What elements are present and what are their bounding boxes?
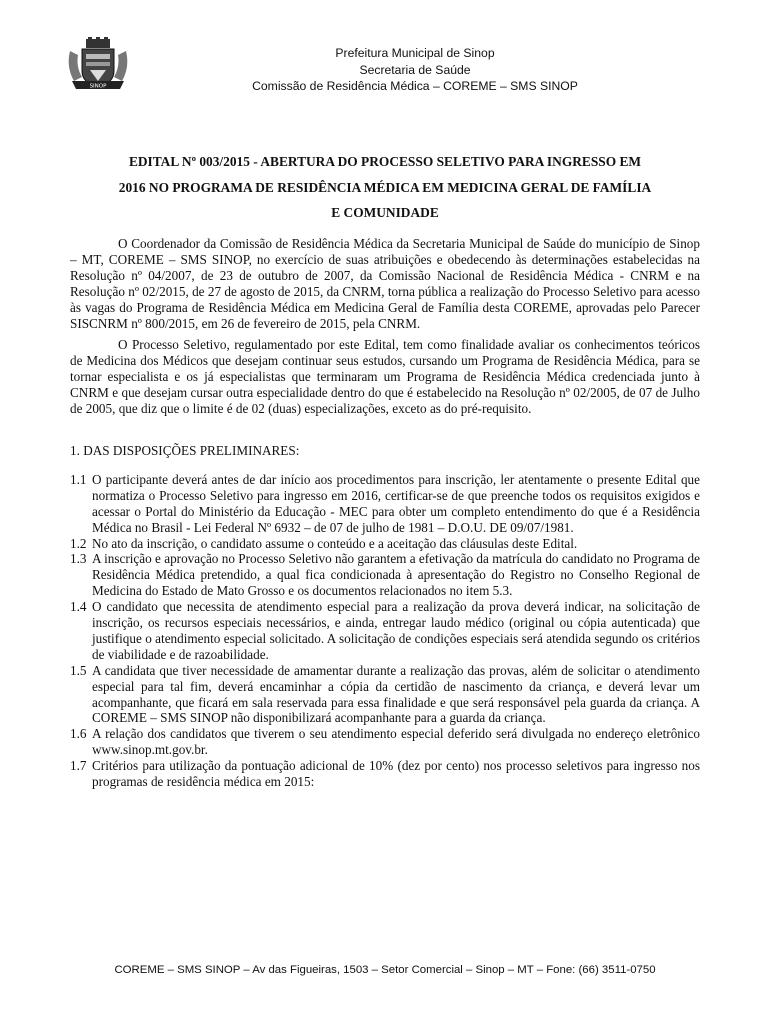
intro-paragraph-2: O Processo Seletivo, regulamentado por este Edital, tem como finalidade avaliar os conhecimentos teóricos de Medicina dos Médicos que desejam continuar seus estudos, cursando um Programa de Residência Médica, para se tornar especialista e os já especialistas que terminaram um Programa de Residência Médica credenciada junto à CNRM e que desejam cursar outra especialidade dentro do que é estabelecido na Resolução nº 02/2005, de 07 de Julho de 2005, que diz que o limite é de 02 (duas) especializações, exceto as do pré-requisito. (70, 337, 700, 417)
item-number: 1.3 (70, 551, 87, 567)
item-text: A relação dos candidatos que tiverem o seu atendimento especial deferido será divulgada no endereço eletrônico www.sinop.mt.gov.br. (92, 726, 700, 758)
item-text: O participante deverá antes de dar início aos procedimentos para inscrição, ler atentamente o presente Edital que normatiza o Processo Seletivo para ingresso em 2016, certificar-se de que preenche todos os requisitos exigidos e acessar o Portal do Ministério da Educação - MEC para obter um completo entendimento do que é a Residência Médica no Brasil - Lei Federal Nº 6932 – de 07 de julho de 1981 – D.O.U. DE 09/07/1981. (92, 471, 700, 535)
header-secretariat: Secretaria de Saúde (359, 62, 471, 77)
title-line-3: E COMUNIDADE (331, 205, 439, 220)
svg-text:SINOP: SINOP (89, 83, 107, 90)
list-item (70, 726, 700, 758)
item-number: 1.5 (70, 662, 87, 678)
item-number: 1.4 (70, 599, 87, 615)
item-number: 1.6 (70, 726, 87, 742)
item-text: A inscrição e aprovação no Processo Seletivo não garantem a efetivação da matrícula do candidato no Programa de Residência Médica pretendido, a qual fica condicionada à apresentação do Registro no Conselho Regional de Medicina do Estado de Mato Grosso e os documentos relacionados no item 5.3. (92, 551, 700, 599)
municipal-crest-logo (64, 37, 132, 95)
letterhead (150, 45, 680, 95)
document-body (70, 236, 700, 790)
intro-paragraph-1: O Coordenador da Comissão de Residência Médica da Secretaria Municipal de Saúde do município de Sinop – MT, COREME – SMS SINOP, no exercício de suas atribuições e obedecendo às determinações estabelecidas na Resolução nº 04/2007, de 23 de outubro de 2007, da Comissão Nacional de Residência Médica - CNRM e na Resolução nº 02/2015, de 27 de agosto de 2015, da CNRM, torna pública a realização do Processo Seletivo para acesso às vagas do Programa de Residência Médica em Medicina Geral de Família desta COREME, aprovadas pelo Parecer SISCNRM nº 800/2015, em 26 de fevereiro de 2015, pela CNRM. (70, 236, 700, 331)
title-line-1: EDITAL Nº 003/2015 - ABERTURA DO PROCESSO SELETIVO PARA INGRESSO EM (128, 154, 642, 169)
document-title (70, 149, 700, 226)
header-commission: Comissão de Residência Médica – COREME – SMS SINOP (252, 79, 578, 94)
item-number: 1.2 (70, 535, 87, 551)
item-text: O candidato que necessita de atendimento especial para a realização da prova deverá indicar, na solicitação de inscrição, os recursos especiais necessários, e ainda, entregar laudo médico (original ou cópia autenticada) que justifique o atendimento especial solicitado. A solicitação de condições especiais será atendida segundo os critérios de viabilidade e de razoabilidade. (92, 599, 700, 662)
title-line-2: 2016 NO PROGRAMA DE RESIDÊNCIA MÉDICA EM MEDICINA GERAL DE FAMÍLIA (118, 179, 652, 195)
list-item (70, 758, 700, 790)
list-item (70, 551, 700, 599)
list-item (70, 472, 700, 536)
list-item (70, 536, 700, 552)
list-item (70, 663, 700, 727)
list-item (70, 599, 700, 663)
item-text: A candidata que tiver necessidade de amamentar durante a realização das provas, além de solicitar o atendimento especial para tal fim, deverá encaminhar a cópia da certidão de nascimento da criança, e deverá levar um acompanhante, que ficará em sala reservada para essa finalidade e que será responsável pela guarda da criança. A COREME – SMS SINOP não disponibilizará acompanhante para a guarda da criança. (92, 662, 700, 726)
page-footer: COREME – SMS SINOP – Av das Figueiras, 1503 – Setor Comercial – Sinop – MT – Fone: (66) 3511-0750 (114, 964, 656, 976)
item-text: No ato da inscrição, o candidato assume o conteúdo e a aceitação das cláusulas deste Edital. (92, 535, 578, 551)
item-text: Critérios para utilização da pontuação adicional de 10% (dez por cento) nos processo seletivos para ingresso nos programas de residência médica em 2015: (92, 758, 700, 790)
item-number: 1.1 (70, 471, 87, 487)
item-number: 1.7 (70, 758, 87, 774)
header-municipality: Prefeitura Municipal de Sinop (335, 46, 495, 60)
section-heading: 1. DAS DISPOSIÇÕES PRELIMINARES: (70, 442, 300, 458)
